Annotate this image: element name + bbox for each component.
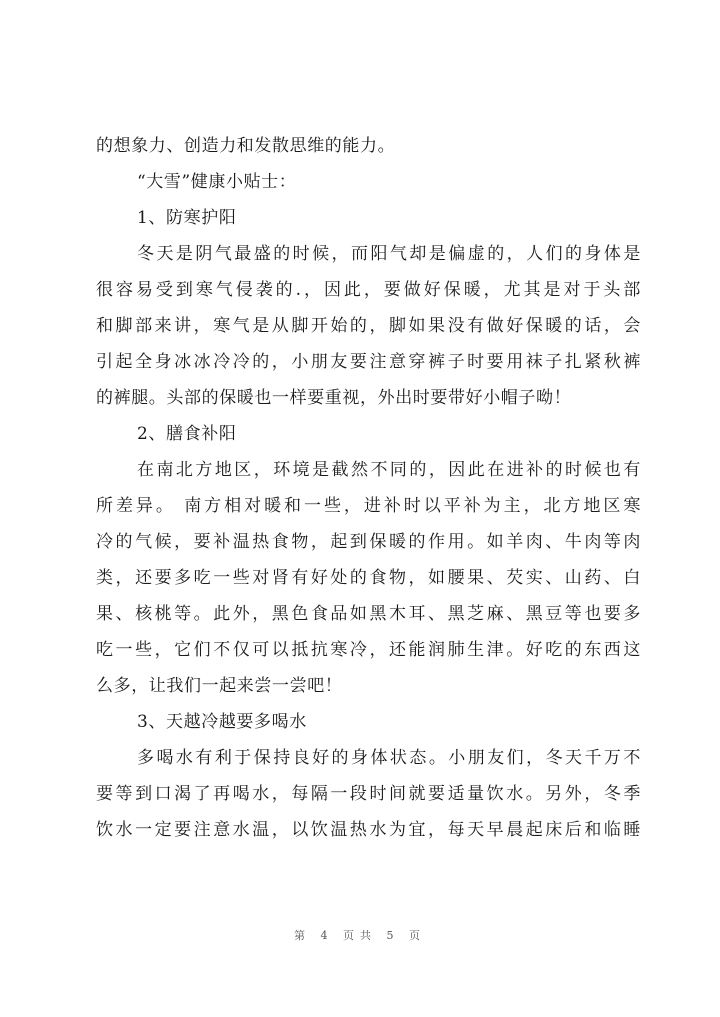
subsection-heading: 3、天越冷越要多喝水 (137, 712, 307, 732)
text-line: 要等到口渴了再喝水，每隔一段时间就要适量饮水。另外，冬季 (96, 784, 641, 804)
subsection-heading: 1、防寒护阳 (137, 208, 237, 228)
text-line: 在南北方地区，环境是截然不同的，因此在进补的时候也有 (137, 460, 641, 480)
text-line: 和脚部来讲，寒气是从脚开始的，脚如果没有做好保暖的话，会 (96, 316, 641, 336)
text-line: 饮水一定要注意水温，以饮温热水为宜，每天早晨起床后和临睡 (96, 820, 641, 840)
document-body (96, 128, 641, 848)
page-number-footer: 第 4 页共 5 页 (294, 929, 426, 942)
text-line: 的裤腿。头部的保暖也一样要重视，外出时要带好小帽子呦！ (96, 388, 572, 408)
text-line: 吃一些，它们不仅可以抵抗寒冷，还能润肺生津。好吃的东西这 (96, 640, 641, 660)
text-line: 多喝水有利于保持良好的身体状态。小朋友们，冬天千万不 (137, 748, 641, 768)
text-line: 的想象力、创造力和发散思维的能力。 (96, 136, 396, 156)
text-line: 很容易受到寒气侵袭的.，因此，要做好保暖，尤其是对于头部 (96, 280, 641, 300)
text-line: 类，还要多吃一些对肾有好处的食物，如腰果、芡实、山药、白 (96, 568, 641, 588)
text-line: 么多，让我们一起来尝一尝吧！ (96, 676, 343, 696)
subsection-heading: 2、膳食补阳 (137, 424, 237, 444)
text-line: 冬天是阴气最盛的时候，而阳气却是偏虚的，人们的身体是 (137, 244, 641, 264)
text-line: 引起全身冰冰冷冷的，小朋友要注意穿裤子时要用袜子扎紧秋裤 (96, 352, 641, 372)
section-heading: “大雪”健康小贴士： (137, 172, 297, 192)
text-line: 果、核桃等。此外，黑色食品如黑木耳、黑芝麻、黑豆等也要多 (96, 604, 641, 624)
text-line: 冷的气候，要补温热食物，起到保暖的作用。如羊肉、牛肉等肉 (96, 532, 641, 552)
text-line: 所差异。 南方相对暖和一些，进补时以平补为主，北方地区寒 (96, 496, 641, 516)
